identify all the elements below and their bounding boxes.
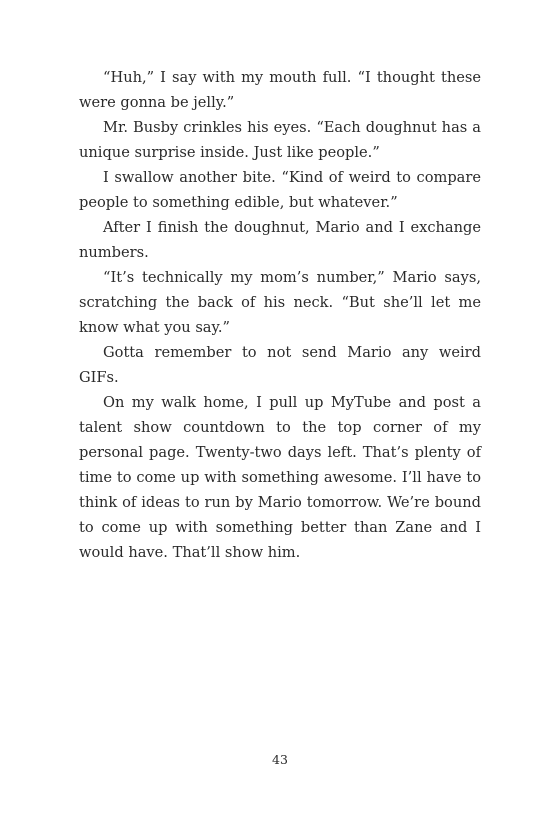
paragraph: I swallow another bite. “Kind of weird to compare people to something edible, but whatever.” — [79, 169, 481, 211]
body-text — [79, 65, 481, 565]
paragraph: Gotta remember to not send Mario any weird GIFs. — [79, 344, 481, 386]
page-number: 43 — [272, 752, 288, 767]
paragraph: “It’s technically my mom’s number,” Mario says, scratching the back of his neck. “But she’ll let me know what you say.” — [79, 269, 481, 336]
paragraph: After I finish the doughnut, Mario and I exchange numbers. — [79, 219, 481, 261]
paragraph: “Huh,” I say with my mouth full. “I thought these were gonna be jelly.” — [79, 69, 481, 111]
paragraph: On my walk home, I pull up MyTube and post a talent show countdown to the top corner of my personal page. Twenty-two days left. That’s plenty of time to come up with something awesome. I’ll have to think of ideas to run by Mario tomorrow. We’re bound to come up with something better than Zane and I would have. That’ll show him. — [79, 394, 481, 561]
paragraph: Mr. Busby crinkles his eyes. “Each doughnut has a unique surprise inside. Just like people.” — [79, 119, 481, 161]
